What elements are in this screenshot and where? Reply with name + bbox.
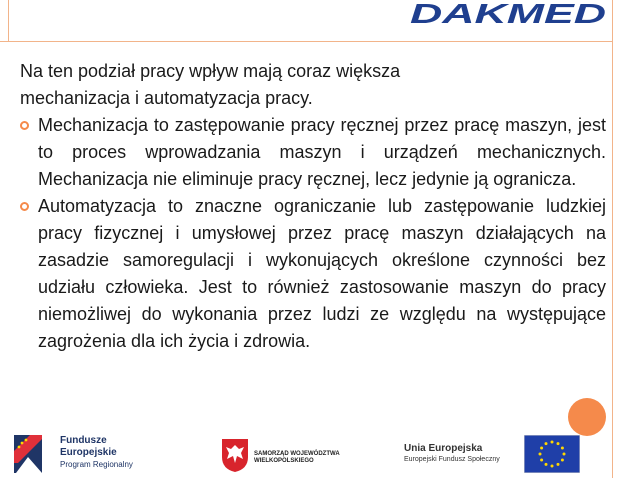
fe-line-1: Fundusze (60, 435, 107, 446)
bullet-text: Automatyzacja to znaczne ograniczanie lub zastępowanie ludzkiej pracy fizycznej i umysłowej przez pracę maszyn działających na zasadzie samoregulacji i wykonujących określone czynności bez udziału człowieka. Jest to również zastosowanie maszyn do pracy niemożliwej do wykonania przez ludzi ze względu na występujące zagrożenia dla ich życia i zdrowia. (38, 196, 606, 351)
slide-content (20, 58, 606, 355)
eu-flag-icon (524, 435, 580, 473)
fe-line-2: Europejskie (60, 447, 117, 458)
bullet-mechanizacja (20, 112, 606, 193)
frame-top-line (0, 41, 612, 42)
wlkp-logo-text (254, 451, 364, 465)
wielkopolska-eagle-crest-icon (220, 437, 250, 473)
fundusze-europejskie-logo (12, 433, 152, 477)
frame-right-line (612, 0, 613, 478)
logo-text: DAKMED (410, 1, 606, 25)
dakmed-logo (408, 1, 608, 25)
footer-logos (0, 431, 612, 478)
bullet-circle-icon (20, 121, 29, 130)
wlkp-line-1: SAMORZĄD WOJEWÓDZTWA (254, 451, 340, 457)
bullet-circle-icon (20, 202, 29, 211)
fe-logo-text (60, 435, 133, 471)
intro-line-1: Na ten podział pracy wpływ mają coraz większa (20, 61, 401, 81)
ue-subtitle: Europejski Fundusz Społeczny (404, 456, 500, 463)
wlkp-line-2: WIELKOPOLSKIEGO (254, 458, 314, 464)
eu-flag (524, 435, 580, 473)
ue-logo-text (404, 443, 500, 465)
intro-line-2: mechanizacja i automatyzacja pracy. (20, 88, 313, 108)
bullet-automatyzacja (20, 193, 606, 355)
dakmed-logo-icon (408, 1, 608, 25)
bullet-text: Mechanizacja to zastępowanie pracy ręcznej przez pracę maszyn, jest to proces wprowadzania maszyn i urządzeń mechanicznych. Mechanizacja nie eliminuje pracy ręcznej, lecz jedynie ją ogranicza. (38, 115, 606, 189)
ue-title: Unia Europejska (404, 443, 483, 454)
fundusze-europejskie-logo-icon (12, 433, 46, 475)
fe-line-3: Program Regionalny (60, 460, 133, 469)
wielkopolska-logo (220, 437, 360, 473)
frame-left-line (8, 0, 9, 41)
